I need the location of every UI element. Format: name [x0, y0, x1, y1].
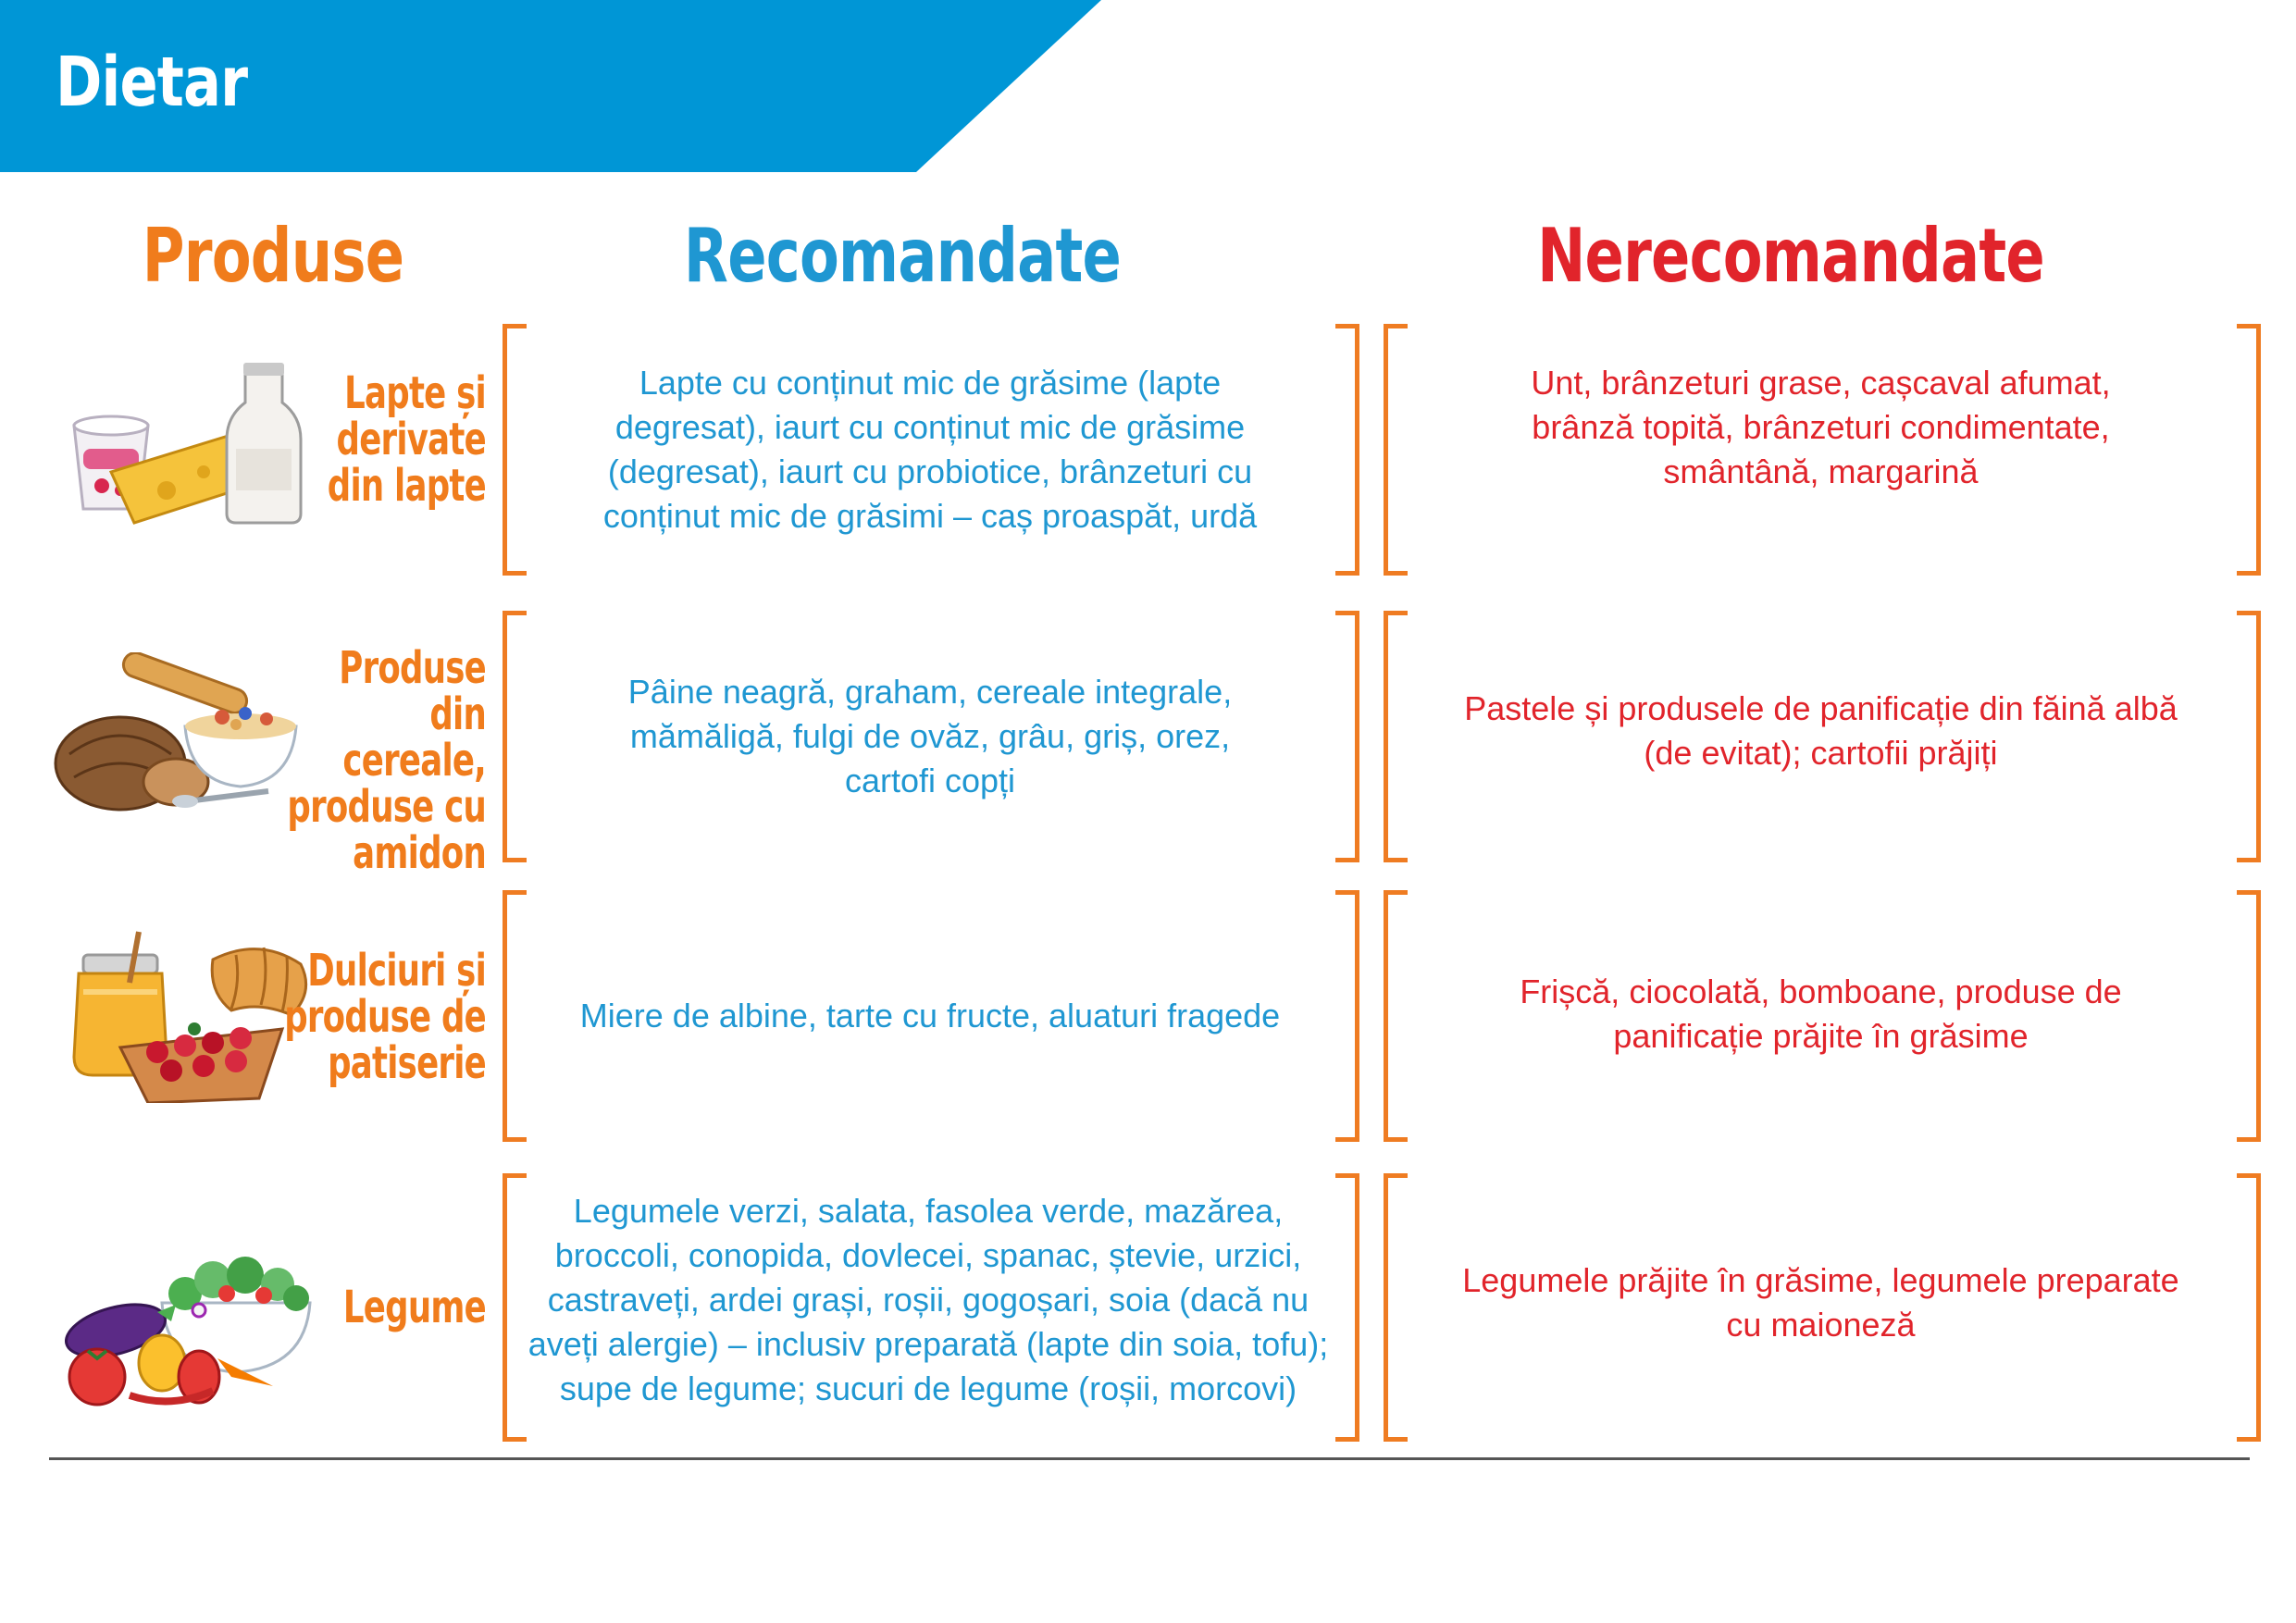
bracket-left — [503, 890, 527, 1142]
page-title: Dietar — [56, 43, 248, 122]
bracket-left — [1384, 324, 1408, 576]
table-row — [0, 890, 2296, 1142]
not-recommended-cell: Pastele și produsele de panificație din făină albă (de evitat); cartofii prăjiți — [1464, 689, 2178, 772]
bracket-left — [1384, 611, 1408, 862]
recommended-cell: Legumele verzi, salata, fasolea verde, mazărea, broccoli, conopida, dovlecei, spanac, ștevie, urzici, castraveți, ardei grași, roșii, gogoșari, soia (dacă nu aveți alergie) – inclusiv preparată (lapte din soia, tofu); supe de legume; sucuri de legume (roșii, morcovi) — [527, 1192, 1329, 1407]
bracket-left — [503, 611, 527, 862]
not-recommended-cell: Legumele prăjite în grăsime, legumele preparate cu maioneză — [1462, 1261, 2179, 1344]
recommended-cell: Lapte cu conținut mic de grăsime (lapte degresat), iaurt cu conținut mic de grăsime (degresat), iaurt cu probiotice, brânzeturi cu conținut mic de grăsimi – caș proaspăt, urdă — [602, 364, 1258, 535]
bracket-right — [1335, 1173, 1359, 1442]
bracket-left — [1384, 1173, 1408, 1442]
bracket-right — [1335, 324, 1359, 576]
category-label-cereals: Produse din cereale, produse cu amidon — [287, 642, 486, 879]
table-row — [0, 611, 2296, 879]
header-produse: Produse — [142, 213, 404, 299]
bracket-right — [1335, 611, 1359, 862]
category-label-vegetables: Legume — [342, 1282, 486, 1333]
bracket-left — [503, 324, 527, 576]
table-row — [0, 1173, 2296, 1442]
bracket-right — [1335, 890, 1359, 1142]
bracket-right — [2237, 890, 2261, 1142]
bracket-right — [2237, 611, 2261, 862]
not-recommended-cell: Unt, brânzeturi grase, cașcaval afumat, brânză topită, brânzeturi condimentate, smântână, margarină — [1531, 364, 2111, 490]
bracket-right — [2237, 324, 2261, 576]
title-banner — [0, 0, 1101, 172]
bottom-divider — [49, 1457, 2250, 1460]
bracket-right — [2237, 1173, 2261, 1442]
bracket-left — [1384, 890, 1408, 1142]
category-label-sweets: Dulciuri și produse de patiserie — [284, 945, 486, 1089]
category-label-dairy: Lapte și derivate din lapte — [327, 367, 486, 512]
header-nerecomandate: Nerecomandate — [1537, 213, 2044, 299]
recommended-cell: Pâine neagră, graham, cereale integrale, mămăligă, fulgi de ovăz, grâu, griș, orez, cartofi copți — [627, 673, 1233, 799]
table-row — [0, 324, 2296, 576]
header-recomandate: Recomandate — [683, 213, 1122, 299]
not-recommended-cell: Frișcă, ciocolată, bomboane, produse de panificație prăjite în grăsime — [1520, 973, 2122, 1055]
recommended-cell: Miere de albine, tarte cu fructe, aluaturi fragede — [579, 997, 1281, 1035]
